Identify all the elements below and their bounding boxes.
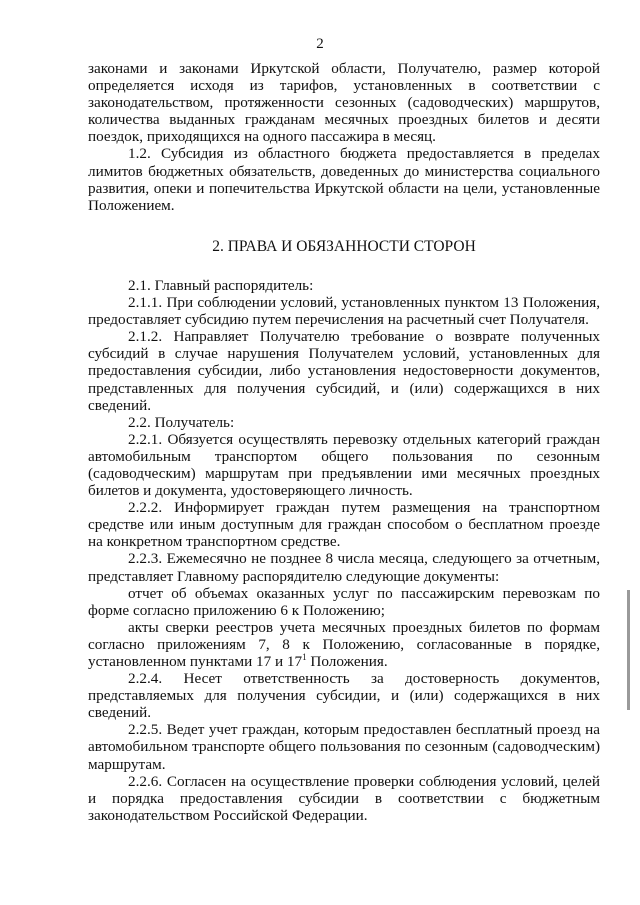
paragraph-2-2-3: 2.2.3. Ежемесячно не позднее 8 числа месяца, следующего за отчетным, представляет Главному распорядителю следующие документы: bbox=[88, 550, 600, 585]
paragraph-1-2: 1.2. Субсидия из областного бюджета предоставляется в пределах лимитов бюджетных обязательств, доведенных до министерства социального развития, опеки и попечительства Иркутской области на цели, установленные Положением. bbox=[88, 145, 600, 214]
paragraph-acts bbox=[88, 619, 600, 670]
paragraph-intro-continuation: законами и законами Иркутской области, Получателю, размер которой определяется исходя из тарифов, установленных в соответствии с законодательством, протяженности сезонных (садоводческих) маршрутов, количества выданных гражданам месячных проездных билетов и десяти поездок, приходящихся на одного пассажира в месяц. bbox=[88, 60, 600, 146]
superscript-1: 1 bbox=[302, 652, 307, 662]
paragraph-2-2-6: 2.2.6. Согласен на осуществление проверки соблюдения условий, целей и порядка предоставления субсидии в соответствии с бюджетным законодательством Российской Федерации. bbox=[88, 772, 600, 824]
paragraph-2-1: 2.1. Главный распорядитель: bbox=[128, 276, 314, 294]
paragraph-acts-text: акты сверки реестров учета месячных проездных билетов по формам согласно приложениям 7, 8 к Положению, согласованные в порядке, установленном пунктами 17 и 17 bbox=[88, 618, 600, 670]
section-title: 2. ПРАВА И ОБЯЗАННОСТИ СТОРОН bbox=[212, 237, 476, 255]
page-number: 2 bbox=[316, 36, 324, 52]
paragraph-report: отчет об объемах оказанных услуг по пассажирским перевозкам по форме согласно приложению 6 к Положению; bbox=[88, 584, 600, 619]
paragraph-2-2-1: 2.2.1. Обязуется осуществлять перевозку отдельных категорий граждан автомобильным транспортом общего пользования по сезонным (садоводческим) маршрутам при предъявлении ими месячных проездных билетов и документа, удостоверяющего личность. bbox=[88, 430, 600, 500]
paragraph-2-2-4: 2.2.4. Несет ответственность за достоверность документов, представляемых для получения субсидии, и (или) содержащихся в них сведений. bbox=[88, 670, 600, 722]
paragraph-2-1-2: 2.1.2. Направляет Получателю требование о возврате полученных субсидий в случае нарушения Получателем условий, установленных для предоставления субсидии, либо установления недостоверности документов, представленных для получения субсидий, и (или) содержащихся в них сведений. bbox=[88, 328, 600, 414]
paragraph-2-2-2: 2.2.2. Информирует граждан путем размещения на транспортном средстве или иным доступным для граждан способом о бесплатном проезде на конкретном транспортном средстве. bbox=[88, 499, 600, 551]
paragraph-acts-end: Положения. bbox=[306, 653, 388, 670]
paragraph-2-2: 2.2. Получатель: bbox=[128, 413, 235, 431]
document-body bbox=[88, 60, 600, 824]
paragraph-2-1-1: 2.1.1. При соблюдении условий, установленных пунктом 13 Положения, предоставляет субсидию путем перечисления на расчетный счет Получателя. bbox=[88, 294, 600, 329]
scan-edge-mark bbox=[627, 590, 630, 710]
paragraph-2-2-5: 2.2.5. Ведет учет граждан, которым предоставлен бесплатный проезд на автомобильном транспорте общего пользования по сезонным (садоводческим) маршрутам. bbox=[88, 721, 600, 773]
